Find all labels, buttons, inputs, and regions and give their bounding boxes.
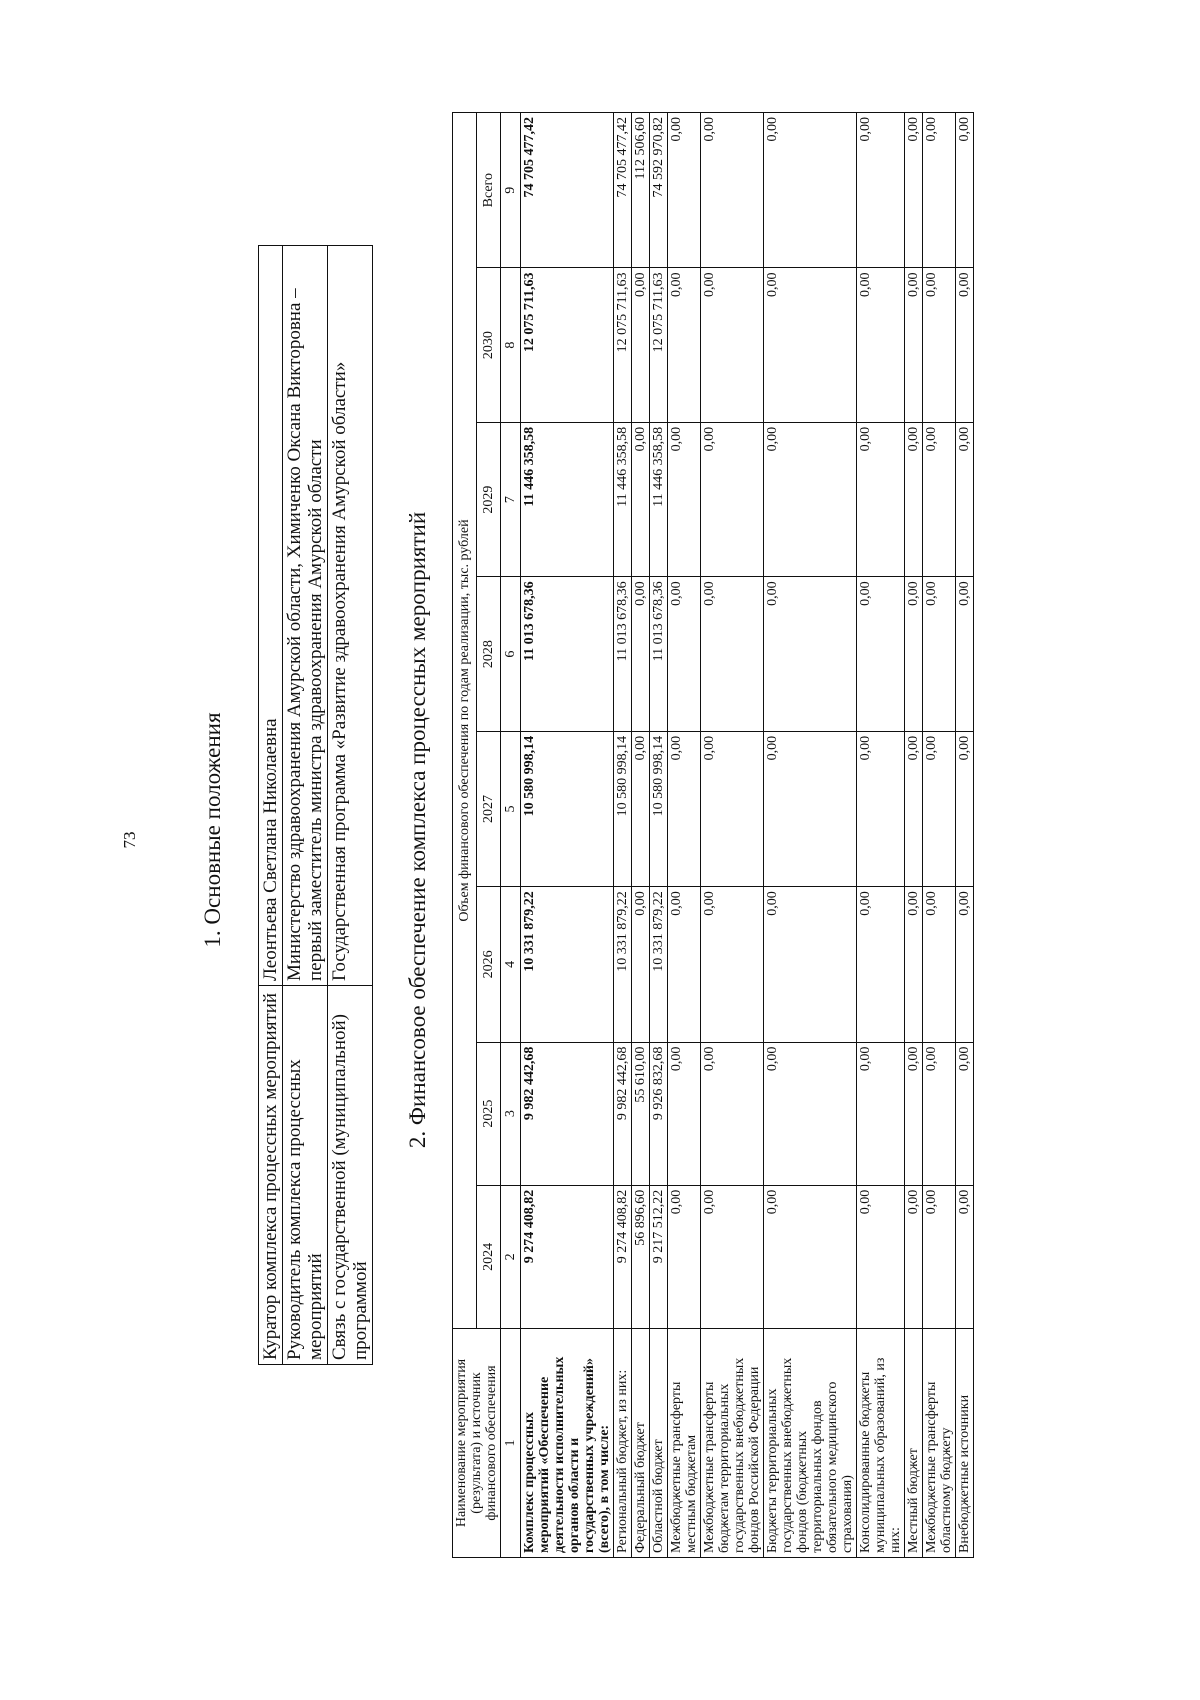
row-value: 0,00	[923, 577, 956, 731]
row-value: 0,00	[905, 1185, 923, 1328]
table-row	[857, 113, 905, 1558]
row-value: 0,00	[956, 731, 974, 886]
row-value: 0,00	[923, 113, 956, 268]
row-value: 10 331 879,22	[650, 887, 668, 1042]
row-value: 9 274 408,82	[521, 1185, 614, 1328]
year-header: Всего	[477, 113, 501, 268]
row-value: 0,00	[857, 422, 905, 576]
row-value: 9 217 512,22	[650, 1185, 668, 1328]
row-value: 0,00	[764, 731, 857, 886]
row-value: 0,00	[701, 1185, 764, 1328]
row-value: 0,00	[701, 422, 764, 576]
row-value: 0,00	[668, 268, 701, 422]
section2-title: 2. Финансовое обеспечение комплекса процессных мероприятий	[405, 511, 430, 1149]
row-value: 0,00	[857, 887, 905, 1042]
row-value: 0,00	[956, 1042, 974, 1185]
row-value: 9 982 442,68	[614, 1042, 632, 1185]
row-name: Бюджеты территориальных государственных внебюджетных фондов (бюджетных территориальных фондов обязательного медицинского страхования)	[764, 1329, 857, 1558]
row-value: 74 592 970,82	[650, 113, 668, 268]
row-name: Внебюджетные источники	[956, 1329, 974, 1558]
curator-value: Леонтьева Светлана Николаевна	[259, 246, 283, 986]
row-value: 0,00	[701, 1042, 764, 1185]
index-row	[501, 113, 521, 1558]
row-value: 9 982 442,68	[521, 1042, 614, 1185]
row-value: 0,00	[764, 577, 857, 731]
section1-title: 1. Основные положения	[200, 712, 225, 948]
year-header: 2026	[477, 887, 501, 1042]
row-value: 0,00	[764, 422, 857, 576]
table-row	[923, 113, 956, 1558]
row-value: 0,00	[857, 113, 905, 268]
name-column-header: Наименование мероприятия (результата) и источник финансового обеспечения	[453, 1329, 501, 1558]
header-row	[453, 113, 477, 1558]
row-value: 0,00	[668, 887, 701, 1042]
column-index: 9	[501, 113, 521, 268]
row-name: Областной бюджет	[650, 1329, 668, 1558]
row-value: 11 013 678,36	[521, 577, 614, 731]
row-value: 0,00	[632, 887, 650, 1042]
row-value: 0,00	[632, 577, 650, 731]
row-value: 0,00	[701, 113, 764, 268]
row-name: Комплекс процессных мероприятий «Обеспечение деятельности исполнительных органов области и государственных учреждений» (всего), в том числе:	[521, 1329, 614, 1558]
table-row	[764, 113, 857, 1558]
table-row	[259, 246, 283, 1365]
row-value: 0,00	[857, 577, 905, 731]
row-value: 0,00	[701, 577, 764, 731]
row-value: 0,00	[764, 268, 857, 422]
row-value: 0,00	[905, 577, 923, 731]
row-value: 0,00	[668, 1185, 701, 1328]
row-value: 0,00	[668, 731, 701, 886]
row-value: 11 013 678,36	[614, 577, 632, 731]
table-row	[328, 246, 373, 1365]
row-name: Местный бюджет	[905, 1329, 923, 1558]
table-row	[650, 113, 668, 1558]
row-name: Межбюджетные трансферты бюджетам территориальных государственных внебюджетных фондов Российской Федерации	[701, 1329, 764, 1558]
row-value: 0,00	[905, 268, 923, 422]
row-value: 0,00	[764, 1185, 857, 1328]
row-value: 0,00	[701, 268, 764, 422]
row-value: 10 580 998,14	[521, 731, 614, 886]
row-value: 10 331 879,22	[521, 887, 614, 1042]
column-index: 2	[501, 1185, 521, 1328]
row-value: 0,00	[764, 113, 857, 268]
year-header: 2024	[477, 1185, 501, 1328]
row-value: 12 075 711,63	[650, 268, 668, 422]
table-row	[956, 113, 974, 1558]
row-value: 0,00	[956, 422, 974, 576]
head-value: Министерство здравоохранения Амурской области, Химиченко Оксана Викторовна – первый заместитель министра здравоохранения Амурской области	[283, 246, 328, 986]
year-header: 2030	[477, 268, 501, 422]
column-index: 3	[501, 1042, 521, 1185]
row-value: 0,00	[923, 1042, 956, 1185]
year-header: 2028	[477, 577, 501, 731]
row-value: 0,00	[956, 1185, 974, 1328]
row-value: 12 075 711,63	[614, 268, 632, 422]
row-name: Федеральный бюджет	[632, 1329, 650, 1558]
row-value: 0,00	[668, 1042, 701, 1185]
row-value: 0,00	[905, 422, 923, 576]
financing-table-body	[521, 113, 974, 1558]
row-value: 0,00	[857, 1042, 905, 1185]
year-header: 2025	[477, 1042, 501, 1185]
row-value: 0,00	[905, 731, 923, 886]
row-value: 11 446 358,58	[614, 422, 632, 576]
row-value: 0,00	[668, 113, 701, 268]
row-value: 0,00	[905, 887, 923, 1042]
row-value: 0,00	[905, 1042, 923, 1185]
row-value: 0,00	[956, 113, 974, 268]
row-value: 0,00	[923, 887, 956, 1042]
row-value: 9 274 408,82	[614, 1185, 632, 1328]
row-value: 0,00	[923, 731, 956, 886]
row-value: 112 506,60	[632, 113, 650, 268]
row-value: 56 896,60	[632, 1185, 650, 1328]
row-value: 74 705 477,42	[521, 113, 614, 268]
row-name: Межбюджетные трансферты областному бюджету	[923, 1329, 956, 1558]
row-value: 10 580 998,14	[614, 731, 632, 886]
row-name: Региональный бюджет, из них:	[614, 1329, 632, 1558]
row-value: 0,00	[956, 268, 974, 422]
column-index: 6	[501, 577, 521, 731]
row-value: 0,00	[764, 887, 857, 1042]
row-value: 0,00	[956, 887, 974, 1042]
table-row	[668, 113, 701, 1558]
table-row	[521, 113, 614, 1558]
row-value: 0,00	[701, 887, 764, 1042]
row-name: Межбюджетные трансферты местным бюджетам	[668, 1329, 701, 1558]
row-value: 0,00	[857, 1185, 905, 1328]
row-value: 11 446 358,58	[650, 422, 668, 576]
row-value: 12 075 711,63	[521, 268, 614, 422]
table-row	[905, 113, 923, 1558]
row-value: 0,00	[923, 268, 956, 422]
column-index: 5	[501, 731, 521, 886]
column-index: 4	[501, 887, 521, 1042]
row-value: 0,00	[701, 731, 764, 886]
row-value: 10 331 879,22	[614, 887, 632, 1042]
column-index: 1	[501, 1329, 521, 1558]
table-row	[632, 113, 650, 1558]
column-index: 7	[501, 422, 521, 576]
table-row	[614, 113, 632, 1558]
row-value: 0,00	[857, 268, 905, 422]
row-value: 0,00	[923, 1185, 956, 1328]
head-label: Руководитель комплекса процессных мероприятий	[283, 986, 328, 1365]
rotated-page-content	[0, 40, 1130, 1620]
curator-label: Куратор комплекса процессных мероприятий	[259, 986, 283, 1365]
row-value: 10 580 998,14	[650, 731, 668, 886]
table-row	[701, 113, 764, 1558]
row-value: 0,00	[632, 268, 650, 422]
row-value: 0,00	[632, 422, 650, 576]
program-link-label: Связь с государственной (муниципальной) программой	[328, 986, 373, 1365]
row-value: 0,00	[764, 1042, 857, 1185]
table-row	[283, 246, 328, 1365]
year-header: 2029	[477, 422, 501, 576]
volume-header: Объем финансового обеспечения по годам реализации, тыс. рублей	[453, 113, 477, 1329]
basic-info-table	[258, 245, 373, 1365]
row-value: 0,00	[905, 113, 923, 268]
row-value: 0,00	[956, 577, 974, 731]
row-name: Консолидированные бюджеты муниципальных образований, из них:	[857, 1329, 905, 1558]
column-index: 8	[501, 268, 521, 422]
financing-table	[452, 112, 974, 1558]
row-value: 9 926 832,68	[650, 1042, 668, 1185]
row-value: 11 446 358,58	[521, 422, 614, 576]
row-value: 0,00	[668, 422, 701, 576]
row-value: 0,00	[923, 422, 956, 576]
row-value: 11 013 678,36	[650, 577, 668, 731]
row-value: 0,00	[632, 731, 650, 886]
page-number: 73	[120, 831, 139, 849]
row-value: 74 705 477,42	[614, 113, 632, 268]
year-header: 2027	[477, 731, 501, 886]
program-link-value: Государственная программа «Развитие здравоохранения Амурской области»	[328, 246, 373, 986]
row-value: 55 610,00	[632, 1042, 650, 1185]
row-value: 0,00	[857, 731, 905, 886]
row-value: 0,00	[668, 577, 701, 731]
